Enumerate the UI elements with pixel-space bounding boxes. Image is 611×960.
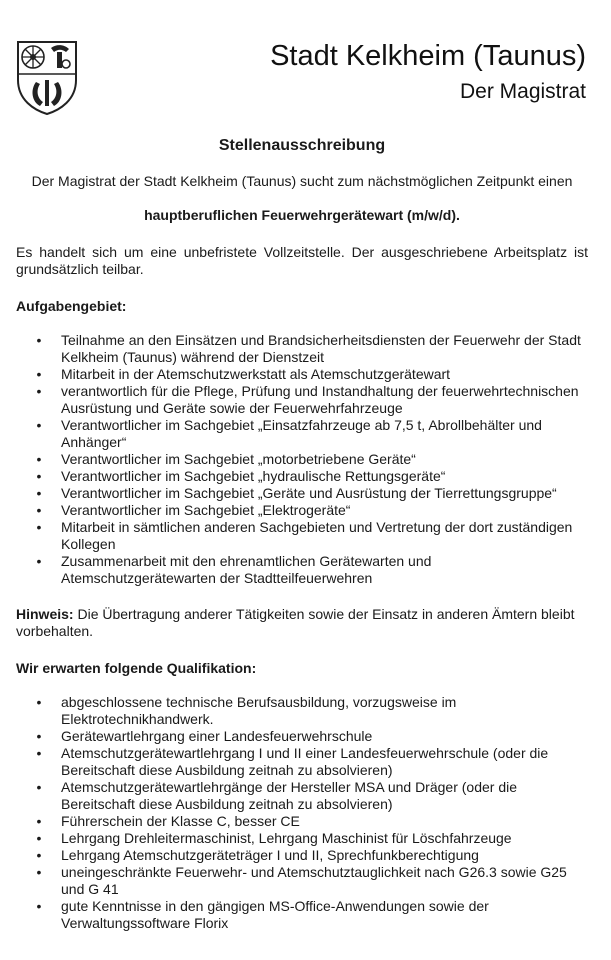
list-item: • Lehrgang Drehleitermaschinist, Lehrgang Maschinist für Löschfahrzeuge [61,830,588,847]
bullet-icon: • [36,383,42,399]
document-body [16,136,588,932]
bullet-icon: • [36,779,42,795]
list-item: • Mitarbeit in sämtlichen anderen Sachgebieten und Vertretung der dort zuständigen Kollegen [61,519,588,553]
qualifications-list [16,694,588,932]
list-item: • Führerschein der Klasse C, besser CE [61,813,588,830]
list-item: • Verantwortlicher im Sachgebiet „Elektrogeräte“ [61,502,588,519]
bullet-icon: • [36,468,42,484]
tasks-list [16,332,588,587]
intro-text: Der Magistrat der Stadt Kelkheim (Taunus) sucht zum nächstmöglichen Zeitpunkt einen [31,173,573,189]
description-text: Es handelt sich um eine unbefristete Vollzeitstelle. Der ausgeschriebene Arbeitsplatz ist grundsätzlich teilbar. [16,244,588,277]
bullet-icon: • [36,502,42,518]
list-item: • Verantwortlicher im Sachgebiet „Einsatzfahrzeuge ab 7,5 t, Abrollbehälter und Anhänger“ [61,417,588,451]
list-item: • Verantwortlicher im Sachgebiet „hydraulische Rettungsgeräte“ [61,468,588,485]
list-item: • Atemschutzgerätewartlehrgang I und II einer Landesfeuerwehrschule (oder die Bereitschaft diese Ausbildung zeitnah zu absolvieren) [61,745,588,779]
list-item: • Lehrgang Atemschutzgeräteträger I und II, Sprechfunkberechtigung [61,847,588,864]
bullet-icon: • [36,451,42,467]
position-title: hauptberuflichen Feuerwehrgerätewart (m/w/d). [144,207,460,223]
document-title: Stellenausschreibung [218,137,386,154]
department-name: Der Magistrat [459,80,586,103]
bullet-icon: • [36,830,42,846]
bullet-icon: • [36,417,42,433]
list-item: • Teilnahme an den Einsätzen und Brandsicherheitsdiensten der Feuerwehr der Stadt Kelkheim (Taunus) während der Dienstzeit [61,332,588,366]
list-item: • Verantwortlicher im Sachgebiet „motorbetriebene Geräte“ [61,451,588,468]
bullet-icon: • [36,728,42,744]
note-text: Die Übertragung anderer Tätigkeiten sowie der Einsatz in anderen Ämtern bleibt vorbehalten. [16,606,575,639]
bullet-icon: • [36,519,42,535]
bullet-icon: • [36,864,42,880]
list-item: • Atemschutzgerätewartlehrgänge der Hersteller MSA und Dräger (oder die Bereitschaft diese Ausbildung zeitnah zu absolvieren) [61,779,588,813]
bullet-icon: • [36,898,42,914]
bullet-icon: • [36,332,42,348]
list-item: • Verantwortlicher im Sachgebiet „Geräte und Ausrüstung der Tierrettungsgruppe“ [61,485,588,502]
bullet-icon: • [36,553,42,569]
bullet-icon: • [36,694,42,710]
kelkheim-coat-of-arms-icon [16,40,78,116]
bullet-icon: • [36,485,42,501]
city-name: Stadt Kelkheim (Taunus) [270,40,586,72]
list-item: • Mitarbeit in der Atemschutzwerkstatt als Atemschutzgerätewart [61,366,588,383]
qualifications-heading: Wir erwarten folgende Qualifikation: [16,660,257,676]
note-paragraph [16,606,588,640]
bullet-icon: • [36,745,42,761]
bullet-icon: • [36,813,42,829]
bullet-icon: • [36,847,42,863]
letterhead [0,0,611,120]
list-item: • verantwortlich für die Pflege, Prüfung und Instandhaltung der feuerwehrtechnischen Ausrüstung und Geräte sowie der Feuerwehrfahrzeuge [61,383,588,417]
note-label: Hinweis: [16,606,74,622]
bullet-icon: • [36,366,42,382]
list-item: • Zusammenarbeit mit den ehrenamtlichen Gerätewarten und Atemschutzgerätewarten der Stadtteilfeuerwehren [61,553,588,587]
list-item: • uneingeschränkte Feuerwehr- und Atemschutztauglichkeit nach G26.3 sowie G25 und G 41 [61,864,588,898]
tasks-heading: Aufgabengebiet: [16,298,127,314]
list-item: • abgeschlossene technische Berufsausbildung, vorzugsweise im Elektrotechnikhandwerk. [61,694,588,728]
list-item: • Gerätewartlehrgang einer Landesfeuerwehrschule [61,728,588,745]
list-item: • gute Kenntnisse in den gängigen MS-Office-Anwendungen sowie der Verwaltungssoftware Florix [61,898,588,932]
